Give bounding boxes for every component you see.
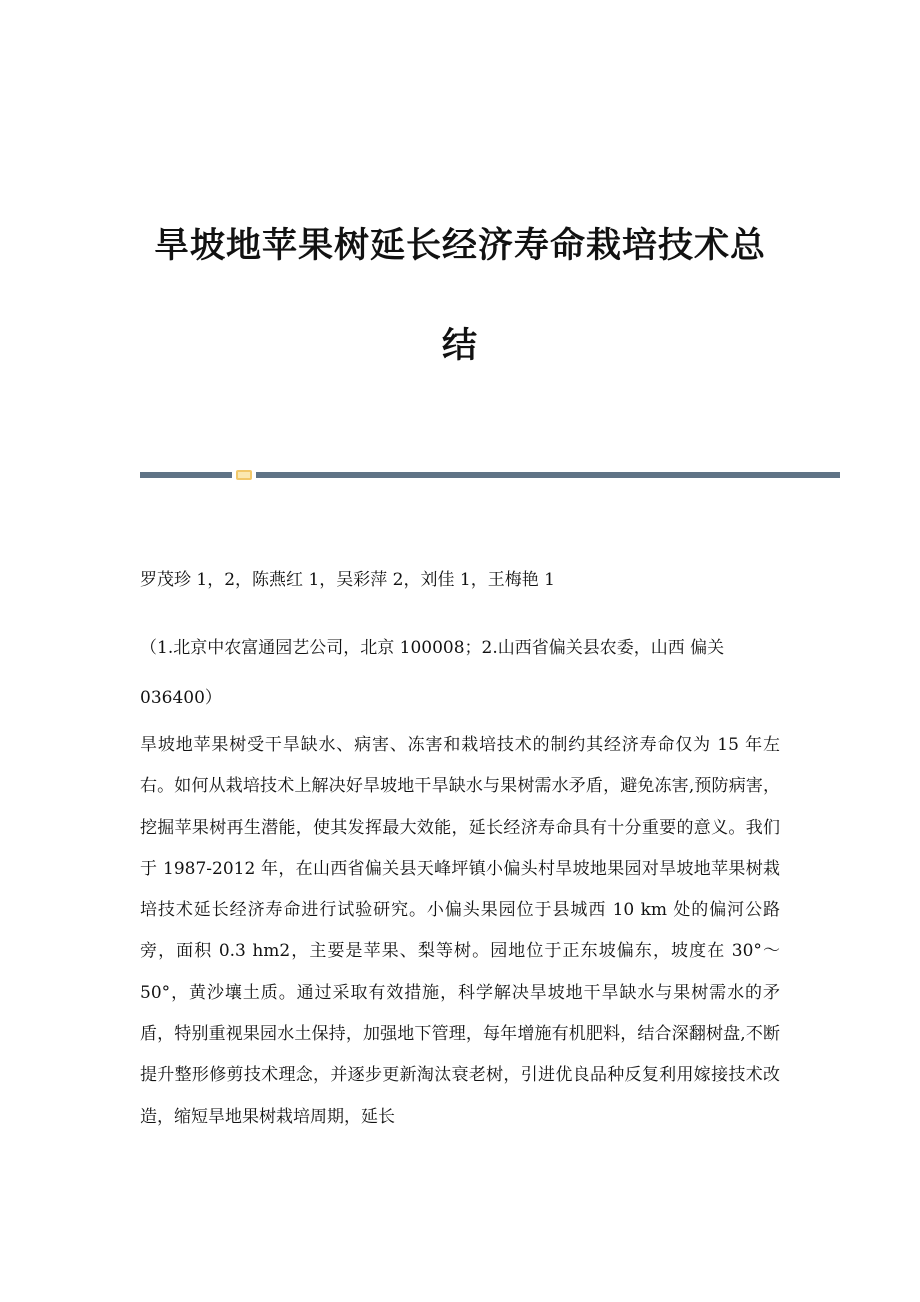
page-title: 旱坡地苹果树延长经济寿命栽培技术总 — [153, 226, 766, 266]
abstract-paragraph: 旱坡地苹果树受干旱缺水、病害、冻害和栽培技术的制约其经济寿命仅为 15 年左右。如何从栽培技术上解决好旱坡地干旱缺水与果树需水矛盾，避免冻害,预防病害，挖掘苹果树再生潜能，使其发挥最大效能，延长经济寿命具有十分重要的意义。我们于 1987-2012 年，在山西省偏关县天峰坪镇小偏头村旱坡地果园对旱坡地苹果树栽培技术延长经济寿命进行试验研究。小偏头果园位于县城西 10 km 处的偏河公路旁，面积 0.3 hm2，主要是苹果、梨等树。园地位于正东坡偏东，坡度在 30°～50°，黄沙壤土质。通过采取有效措施，科学解决旱坡地干旱缺水与果树需水的矛盾，特别重视果园水土保持，加强地下管理，每年增施有机肥料，结合深翻树盘,不断提升整形修剪技术理念，并逐步更新淘汰衰老树，引进优良品种反复利用嫁接技术改造，缩短旱地果树栽培周期，延长 — [140, 735, 780, 1127]
affiliation: （1.北京中农富通园艺公司，北京 100008；2.山西省偏关县农委，山西 偏关 036400） — [140, 638, 725, 708]
divider-bar-left — [140, 472, 232, 478]
page-title-continued: 结 — [441, 326, 478, 366]
title-divider — [140, 470, 840, 479]
author-list: 罗茂珍 1，2，陈燕红 1，吴彩萍 2，刘佳 1，王梅艳 1 — [140, 570, 555, 590]
divider-bar-right — [256, 472, 840, 478]
envelope-icon — [236, 470, 252, 480]
